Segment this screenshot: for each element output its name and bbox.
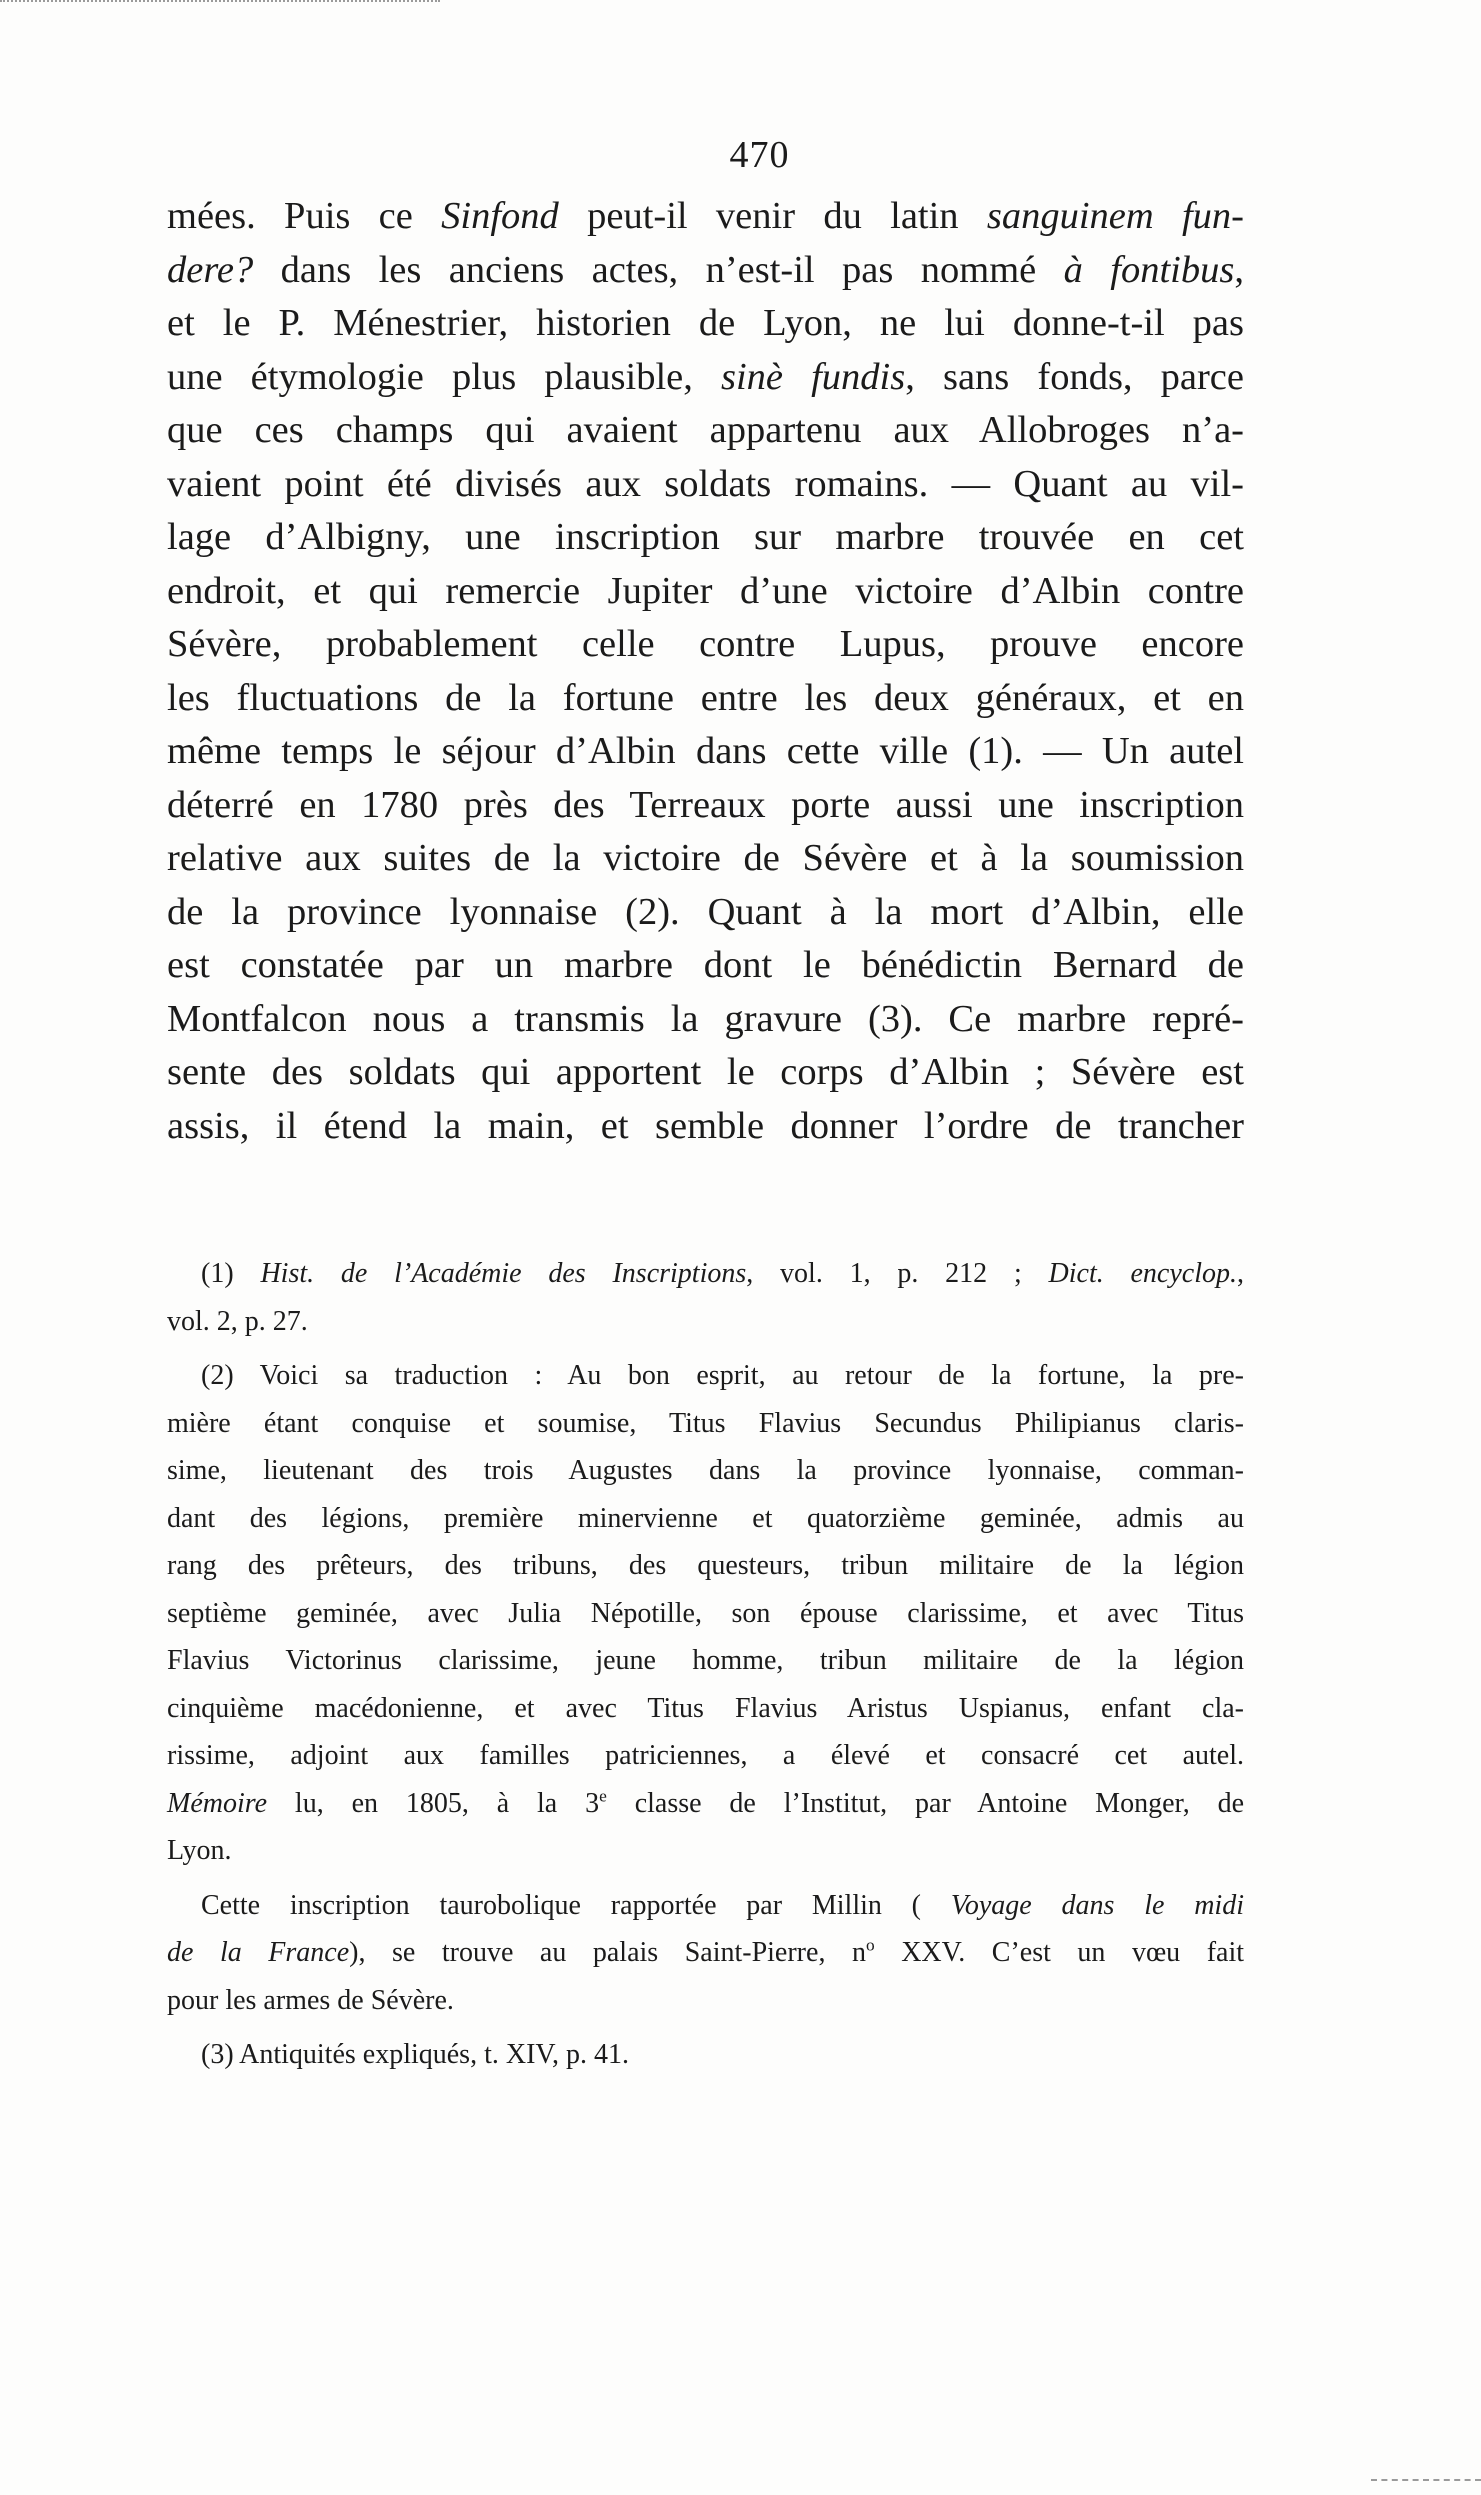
body-line xyxy=(167,939,1244,993)
footnote-line xyxy=(167,1685,1244,1733)
text-run: même temps le séjour d’Albin dans cette ville (1). — Un autel xyxy=(167,730,1244,772)
superscript: e xyxy=(599,1786,607,1806)
body-line xyxy=(167,1046,1244,1100)
text-run: Montfalcon nous a transmis la gravure (3). Ce marbre repré- xyxy=(167,997,1244,1040)
body-line xyxy=(167,1100,1244,1154)
footnote-line xyxy=(167,1732,1244,1780)
text-run: , sans fonds, parce xyxy=(905,355,1244,398)
text-run: septième geminée, avec Julia Népotille, son épouse clarissime, et avec Titus xyxy=(167,1597,1244,1629)
text-run: est constatée par un marbre dont le bénédictin Bernard de xyxy=(167,944,1244,986)
footnote-line xyxy=(167,1352,1244,1400)
text-run: (2) Voici sa traduction : Au bon esprit, au retour de la fortune, la pre- xyxy=(201,1360,1244,1391)
text-run: (1) xyxy=(201,1258,261,1289)
footnote-line xyxy=(167,1400,1244,1448)
italic-run: à fontibus xyxy=(1063,248,1235,291)
text-run: relative aux suites de la victoire de Sévère et à la soumission xyxy=(167,837,1244,879)
body-line xyxy=(167,886,1244,940)
body-line xyxy=(167,618,1244,672)
text-run: pour les armes de Sévère. xyxy=(167,1984,454,2016)
text-run: endroit, et qui remercie Jupiter d’une victoire d’Albin contre xyxy=(167,569,1244,612)
text-run: , xyxy=(1234,248,1244,291)
footnote-line xyxy=(167,1250,1244,1298)
body-line xyxy=(167,458,1244,512)
body-line xyxy=(167,244,1244,298)
italic-run: Mémoire xyxy=(167,1787,268,1819)
text-run: dans les anciens actes, n’est-il pas nommé xyxy=(253,248,1064,291)
text-run: mées. Puis ce xyxy=(167,195,442,237)
scan-edge-mark xyxy=(1371,2479,1481,2483)
italic-run: Sinfond xyxy=(441,195,559,237)
body-line xyxy=(167,725,1244,779)
text-run: rissime, adjoint aux familles patriciennes, a élevé et consacré cet autel. xyxy=(167,1740,1244,1771)
body-line xyxy=(167,993,1244,1047)
body-line xyxy=(167,779,1244,833)
footnote-line xyxy=(167,1977,1244,2025)
footnote-line xyxy=(167,1637,1244,1685)
footnote-line xyxy=(167,2031,1244,2079)
footnote-line xyxy=(167,1882,1244,1930)
text-run: que ces champs qui avaient appartenu aux Allobroges n’a- xyxy=(167,409,1244,451)
text-run: lage d’Albigny, une inscription sur marbre trouvée en cet xyxy=(167,516,1244,558)
text-run: vol. 2, p. 27. xyxy=(167,1305,308,1337)
text-run: de la province lyonnaise (2). Quant à la mort d’Albin, elle xyxy=(167,890,1244,933)
note-spacer xyxy=(167,2024,1244,2031)
text-run: Flavius Victorinus clarissime, jeune homme, tribun militaire de la légion xyxy=(167,1645,1244,1676)
text-run: ), se trouve au palais Saint-Pierre, n xyxy=(349,1937,866,1968)
text-run: mière étant conquise et soumise, Titus Flavius Secundus Philipianus claris- xyxy=(167,1407,1244,1439)
footnote-line xyxy=(167,1780,1244,1828)
footnote-line xyxy=(167,1495,1244,1543)
text-run: , xyxy=(1237,1258,1244,1289)
footnote xyxy=(167,1352,1244,1875)
text-run: déterré en 1780 près des Terreaux porte aussi une inscription xyxy=(167,783,1244,826)
text-run: peut-il venir du latin xyxy=(558,195,987,237)
body-text xyxy=(167,190,1244,1153)
note-spacer xyxy=(167,1875,1244,1882)
italic-run: Hist. de l’Académie des Inscriptions xyxy=(260,1258,747,1289)
text-run: (3) Antiquités expliqués, t. XIV, p. 41. xyxy=(201,2039,630,2070)
text-run: classe de l’Institut, par Antoine Monger, de xyxy=(606,1787,1245,1819)
text-run: les fluctuations de la fortune entre les deux généraux, et en xyxy=(167,676,1244,719)
text-run: et le P. Ménestrier, historien de Lyon, ne lui donne-t-il pas xyxy=(167,302,1244,344)
footnote-line xyxy=(167,1447,1244,1495)
text-run: rang des prêteurs, des tribuns, des questeurs, tribun militaire de la légion xyxy=(167,1550,1244,1581)
scan-edge-mark xyxy=(0,0,440,8)
footnote xyxy=(167,1882,1244,2025)
body-line xyxy=(167,404,1244,458)
footnote xyxy=(167,1250,1244,1345)
footnote-line xyxy=(167,1542,1244,1590)
footnotes xyxy=(167,1250,1244,2079)
body-line xyxy=(167,832,1244,886)
text-run: assis, il étend la main, et semble donner l’ordre de trancher xyxy=(167,1104,1244,1147)
italic-run: sinè fundis xyxy=(721,355,906,398)
body-line xyxy=(167,297,1244,351)
footnote xyxy=(167,2031,1244,2079)
italic-run: de la France xyxy=(167,1937,350,1968)
note-spacer xyxy=(167,1345,1244,1352)
footnote-line xyxy=(167,1827,1244,1875)
superscript: o xyxy=(865,1935,875,1955)
text-run: , vol. 1, p. 212 ; xyxy=(746,1258,1049,1289)
body-line xyxy=(167,190,1244,244)
text-run: dant des légions, première minervienne et quatorzième geminée, admis au xyxy=(167,1502,1244,1534)
text-run: cinquième macédonienne, et avec Titus Flavius Aristus Uspianus, enfant cla- xyxy=(167,1692,1244,1724)
body-line xyxy=(167,565,1244,619)
body-line xyxy=(167,672,1244,726)
body-line xyxy=(167,351,1244,405)
footnote-line xyxy=(167,1298,1244,1346)
italic-run: sanguinem fun- xyxy=(986,195,1244,237)
text-run: XXV. C’est un vœu fait xyxy=(874,1937,1244,1968)
footnote-line xyxy=(167,1929,1244,1977)
footnote-line xyxy=(167,1590,1244,1638)
text-run: sente des soldats qui apportent le corps d’Albin ; Sévère est xyxy=(167,1051,1244,1093)
text-run: sime, lieutenant des trois Augustes dans la province lyonnaise, comman- xyxy=(167,1455,1244,1486)
text-run: une étymologie plus plausible, xyxy=(167,355,721,398)
page-number: 470 xyxy=(729,134,790,176)
italic-run: Dict. encyclop. xyxy=(1048,1258,1237,1289)
text-run: Cette inscription taurobolique rapportée par Millin ( xyxy=(201,1889,951,1921)
italic-run: dere? xyxy=(167,248,254,291)
body-line xyxy=(167,511,1244,565)
italic-run: Voyage dans le midi xyxy=(950,1889,1244,1921)
text-run: Lyon. xyxy=(167,1835,232,1866)
text-run: lu, en 1805, à la 3 xyxy=(267,1787,600,1819)
text-run: Sévère, probablement celle contre Lupus, prouve encore xyxy=(167,623,1244,665)
text-run: vaient point été divisés aux soldats romains. — Quant au vil- xyxy=(167,462,1244,505)
